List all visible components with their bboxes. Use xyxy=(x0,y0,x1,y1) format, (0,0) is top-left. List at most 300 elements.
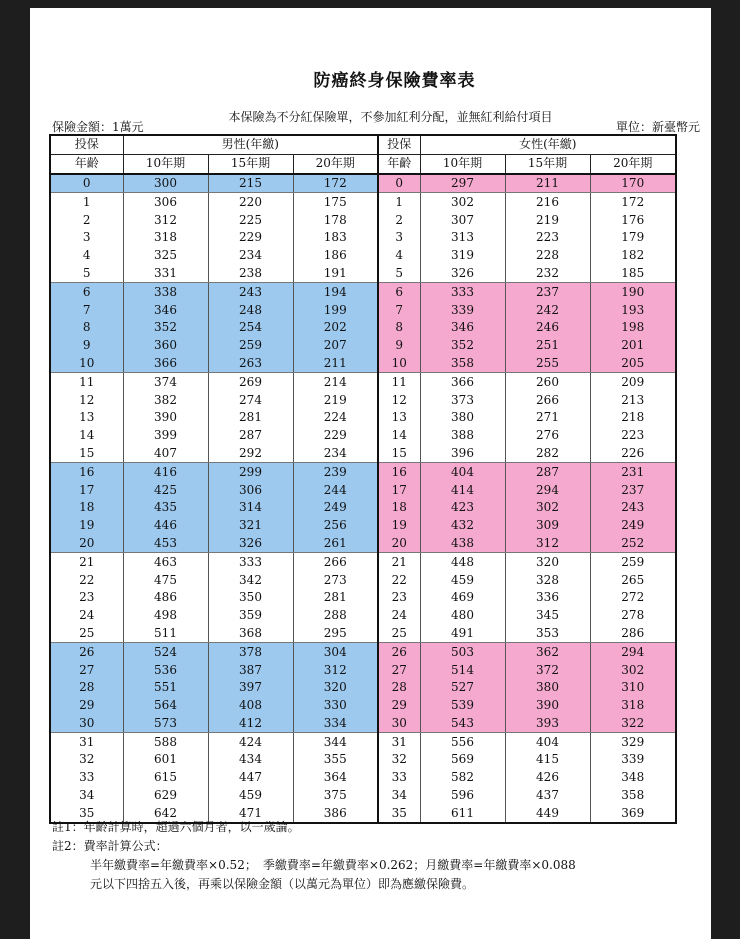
male-15yr-cell: 314 xyxy=(208,499,293,517)
female-15yr-cell: 266 xyxy=(505,391,590,409)
male-20yr-cell: 364 xyxy=(293,769,378,787)
female-age-cell: 7 xyxy=(378,301,420,319)
male-15yr-cell: 299 xyxy=(208,463,293,481)
male-20yr-cell: 175 xyxy=(293,193,378,211)
female-20yr-cell: 322 xyxy=(590,715,676,733)
female-15yr-cell: 309 xyxy=(505,517,590,535)
male-15yr-cell: 281 xyxy=(208,409,293,427)
female-age-cell: 20 xyxy=(378,535,420,553)
female-age-cell: 0 xyxy=(378,174,420,193)
female-15yr-header: 15年期 xyxy=(505,154,590,173)
table-row xyxy=(50,373,676,391)
female-20yr-cell: 198 xyxy=(590,319,676,337)
table-row xyxy=(50,607,676,625)
female-age-cell: 2 xyxy=(378,211,420,229)
male-10yr-cell: 312 xyxy=(123,211,208,229)
male-15yr-cell: 350 xyxy=(208,589,293,607)
female-20yr-cell: 249 xyxy=(590,517,676,535)
male-20yr-cell: 256 xyxy=(293,517,378,535)
female-15yr-cell: 242 xyxy=(505,301,590,319)
male-20yr-cell: 386 xyxy=(293,804,378,823)
male-age-cell: 12 xyxy=(50,391,123,409)
female-15yr-cell: 449 xyxy=(505,804,590,823)
male-age-cell: 15 xyxy=(50,445,123,463)
male-10yr-header: 10年期 xyxy=(123,154,208,173)
female-age-cell: 35 xyxy=(378,804,420,823)
table-row xyxy=(50,571,676,589)
female-age-cell: 9 xyxy=(378,337,420,355)
female-age-cell: 8 xyxy=(378,319,420,337)
female-10yr-cell: 469 xyxy=(420,589,505,607)
rate-table-body xyxy=(50,174,676,824)
female-10yr-header: 10年期 xyxy=(420,154,505,173)
age-header-bottom: 年齡 xyxy=(50,154,123,173)
male-10yr-cell: 573 xyxy=(123,715,208,733)
female-15yr-cell: 320 xyxy=(505,553,590,571)
male-20yr-cell: 224 xyxy=(293,409,378,427)
note-age-calculation: 註1：年齡計算時，超過六個月者，以一歲論。 xyxy=(52,820,300,834)
female-age-cell: 1 xyxy=(378,193,420,211)
male-age-cell: 17 xyxy=(50,481,123,499)
female-10yr-cell: 302 xyxy=(420,193,505,211)
male-20yr-cell: 202 xyxy=(293,319,378,337)
male-20yr-cell: 355 xyxy=(293,751,378,769)
female-20yr-cell: 223 xyxy=(590,427,676,445)
male-20yr-cell: 178 xyxy=(293,211,378,229)
table-row xyxy=(50,247,676,265)
female-age-cell: 13 xyxy=(378,409,420,427)
male-10yr-cell: 352 xyxy=(123,319,208,337)
female-age-cell: 23 xyxy=(378,589,420,607)
currency-unit-label: 單位：新臺幣元 xyxy=(615,120,700,134)
female-20yr-cell: 339 xyxy=(590,751,676,769)
male-15yr-cell: 342 xyxy=(208,571,293,589)
male-20yr-cell: 295 xyxy=(293,625,378,643)
male-20yr-cell: 273 xyxy=(293,571,378,589)
table-row xyxy=(50,553,676,571)
female-15yr-cell: 219 xyxy=(505,211,590,229)
female-15yr-cell: 216 xyxy=(505,193,590,211)
female-10yr-cell: 448 xyxy=(420,553,505,571)
male-20yr-cell: 199 xyxy=(293,301,378,319)
female-20yr-cell: 259 xyxy=(590,553,676,571)
male-10yr-cell: 511 xyxy=(123,625,208,643)
female-15yr-cell: 287 xyxy=(505,463,590,481)
male-age-cell: 32 xyxy=(50,751,123,769)
table-row xyxy=(50,499,676,517)
male-15yr-cell: 387 xyxy=(208,661,293,679)
male-15yr-cell: 471 xyxy=(208,804,293,823)
table-row xyxy=(50,643,676,661)
male-20yr-cell: 194 xyxy=(293,283,378,301)
male-age-cell: 5 xyxy=(50,265,123,283)
male-20yr-cell: 304 xyxy=(293,643,378,661)
female-10yr-cell: 556 xyxy=(420,733,505,751)
male-10yr-cell: 642 xyxy=(123,804,208,823)
table-row xyxy=(50,661,676,679)
female-15yr-cell: 246 xyxy=(505,319,590,337)
female-10yr-cell: 582 xyxy=(420,769,505,787)
table-row xyxy=(50,283,676,301)
male-age-cell: 8 xyxy=(50,319,123,337)
female-10yr-cell: 373 xyxy=(420,391,505,409)
male-20yr-cell: 281 xyxy=(293,589,378,607)
male-15yr-cell: 321 xyxy=(208,517,293,535)
male-20yr-cell: 183 xyxy=(293,229,378,247)
table-row xyxy=(50,517,676,535)
female-age-cell: 32 xyxy=(378,751,420,769)
female-10yr-cell: 491 xyxy=(420,625,505,643)
female-15yr-cell: 255 xyxy=(505,355,590,373)
female-10yr-cell: 326 xyxy=(420,265,505,283)
male-10yr-cell: 524 xyxy=(123,643,208,661)
female-10yr-cell: 423 xyxy=(420,499,505,517)
male-10yr-cell: 366 xyxy=(123,355,208,373)
male-age-cell: 7 xyxy=(50,301,123,319)
female-20yr-cell: 237 xyxy=(590,481,676,499)
male-20yr-cell: 312 xyxy=(293,661,378,679)
female-15yr-cell: 302 xyxy=(505,499,590,517)
female-age-cell: 31 xyxy=(378,733,420,751)
male-10yr-cell: 416 xyxy=(123,463,208,481)
table-row xyxy=(50,319,676,337)
male-20yr-cell: 239 xyxy=(293,463,378,481)
male-age-cell: 26 xyxy=(50,643,123,661)
female-10yr-cell: 414 xyxy=(420,481,505,499)
female-10yr-cell: 396 xyxy=(420,445,505,463)
female-10yr-cell: 480 xyxy=(420,607,505,625)
table-row xyxy=(50,589,676,607)
table-row xyxy=(50,427,676,445)
female-20yr-cell: 213 xyxy=(590,391,676,409)
table-row xyxy=(50,355,676,373)
premium-rate-table xyxy=(49,134,677,824)
female-age-cell: 19 xyxy=(378,517,420,535)
male-10yr-cell: 446 xyxy=(123,517,208,535)
male-10yr-cell: 382 xyxy=(123,391,208,409)
female-age-cell: 17 xyxy=(378,481,420,499)
male-15yr-cell: 263 xyxy=(208,355,293,373)
female-15yr-cell: 393 xyxy=(505,715,590,733)
table-row xyxy=(50,733,676,751)
male-age-cell: 14 xyxy=(50,427,123,445)
female-20yr-cell: 318 xyxy=(590,697,676,715)
female-10yr-cell: 358 xyxy=(420,355,505,373)
female-20yr-cell: 179 xyxy=(590,229,676,247)
table-row xyxy=(50,445,676,463)
male-15yr-cell: 306 xyxy=(208,481,293,499)
male-20yr-cell: 214 xyxy=(293,373,378,391)
male-10yr-cell: 498 xyxy=(123,607,208,625)
male-20yr-cell: 219 xyxy=(293,391,378,409)
female-20yr-cell: 231 xyxy=(590,463,676,481)
male-20yr-cell: 344 xyxy=(293,733,378,751)
male-age-cell: 4 xyxy=(50,247,123,265)
male-10yr-cell: 475 xyxy=(123,571,208,589)
male-15yr-cell: 434 xyxy=(208,751,293,769)
male-age-cell: 29 xyxy=(50,697,123,715)
male-20yr-cell: 288 xyxy=(293,607,378,625)
female-age-cell: 30 xyxy=(378,715,420,733)
male-age-cell: 2 xyxy=(50,211,123,229)
female-20yr-cell: 310 xyxy=(590,679,676,697)
female-20yr-cell: 272 xyxy=(590,589,676,607)
table-row xyxy=(50,409,676,427)
table-row xyxy=(50,751,676,769)
male-15yr-header: 15年期 xyxy=(208,154,293,173)
female-20yr-cell: 302 xyxy=(590,661,676,679)
age-header-top: 投保 xyxy=(378,135,420,154)
male-15yr-cell: 359 xyxy=(208,607,293,625)
male-10yr-cell: 601 xyxy=(123,751,208,769)
female-15yr-cell: 312 xyxy=(505,535,590,553)
female-10yr-cell: 459 xyxy=(420,571,505,589)
female-15yr-cell: 437 xyxy=(505,787,590,805)
female-20yr-cell: 201 xyxy=(590,337,676,355)
male-10yr-cell: 463 xyxy=(123,553,208,571)
male-group-header: 男性(年繳) xyxy=(123,135,378,154)
female-age-cell: 4 xyxy=(378,247,420,265)
female-15yr-cell: 276 xyxy=(505,427,590,445)
female-15yr-cell: 260 xyxy=(505,373,590,391)
male-age-cell: 9 xyxy=(50,337,123,355)
table-row xyxy=(50,697,676,715)
male-15yr-cell: 234 xyxy=(208,247,293,265)
female-20yr-cell: 265 xyxy=(590,571,676,589)
female-20yr-header: 20年期 xyxy=(590,154,676,173)
female-age-cell: 10 xyxy=(378,355,420,373)
male-15yr-cell: 274 xyxy=(208,391,293,409)
female-15yr-cell: 271 xyxy=(505,409,590,427)
male-15yr-cell: 243 xyxy=(208,283,293,301)
female-20yr-cell: 286 xyxy=(590,625,676,643)
male-15yr-cell: 229 xyxy=(208,229,293,247)
female-age-cell: 25 xyxy=(378,625,420,643)
male-20yr-cell: 334 xyxy=(293,715,378,733)
male-age-cell: 20 xyxy=(50,535,123,553)
female-20yr-cell: 193 xyxy=(590,301,676,319)
male-15yr-cell: 287 xyxy=(208,427,293,445)
male-10yr-cell: 399 xyxy=(123,427,208,445)
male-10yr-cell: 360 xyxy=(123,337,208,355)
female-20yr-cell: 209 xyxy=(590,373,676,391)
female-group-header: 女性(年繳) xyxy=(420,135,676,154)
male-15yr-cell: 292 xyxy=(208,445,293,463)
female-15yr-cell: 404 xyxy=(505,733,590,751)
male-20yr-cell: 320 xyxy=(293,679,378,697)
female-age-cell: 3 xyxy=(378,229,420,247)
female-15yr-cell: 294 xyxy=(505,481,590,499)
male-20yr-header: 20年期 xyxy=(293,154,378,173)
female-20yr-cell: 176 xyxy=(590,211,676,229)
female-20yr-cell: 226 xyxy=(590,445,676,463)
male-15yr-cell: 397 xyxy=(208,679,293,697)
female-age-cell: 24 xyxy=(378,607,420,625)
female-age-cell: 14 xyxy=(378,427,420,445)
male-age-cell: 28 xyxy=(50,679,123,697)
male-age-cell: 11 xyxy=(50,373,123,391)
table-row xyxy=(50,463,676,481)
male-20yr-cell: 261 xyxy=(293,535,378,553)
female-10yr-cell: 527 xyxy=(420,679,505,697)
female-10yr-cell: 380 xyxy=(420,409,505,427)
female-age-cell: 33 xyxy=(378,769,420,787)
female-15yr-cell: 237 xyxy=(505,283,590,301)
female-15yr-cell: 228 xyxy=(505,247,590,265)
female-10yr-cell: 319 xyxy=(420,247,505,265)
male-10yr-cell: 615 xyxy=(123,769,208,787)
male-age-cell: 34 xyxy=(50,787,123,805)
female-15yr-cell: 211 xyxy=(505,174,590,193)
female-10yr-cell: 388 xyxy=(420,427,505,445)
table-row xyxy=(50,391,676,409)
male-age-cell: 13 xyxy=(50,409,123,427)
note-formula-title: 註2：費率計算公式： xyxy=(52,839,168,853)
male-15yr-cell: 248 xyxy=(208,301,293,319)
table-row xyxy=(50,625,676,643)
male-age-cell: 30 xyxy=(50,715,123,733)
female-10yr-cell: 297 xyxy=(420,174,505,193)
female-10yr-cell: 503 xyxy=(420,643,505,661)
female-10yr-cell: 307 xyxy=(420,211,505,229)
female-15yr-cell: 372 xyxy=(505,661,590,679)
male-15yr-cell: 225 xyxy=(208,211,293,229)
age-header-top: 投保 xyxy=(50,135,123,154)
table-row xyxy=(50,715,676,733)
male-age-cell: 23 xyxy=(50,589,123,607)
female-15yr-cell: 415 xyxy=(505,751,590,769)
female-age-cell: 28 xyxy=(378,679,420,697)
male-20yr-cell: 249 xyxy=(293,499,378,517)
female-20yr-cell: 218 xyxy=(590,409,676,427)
male-15yr-cell: 447 xyxy=(208,769,293,787)
table-row xyxy=(50,301,676,319)
table-row xyxy=(50,193,676,211)
male-10yr-cell: 629 xyxy=(123,787,208,805)
male-age-cell: 33 xyxy=(50,769,123,787)
male-age-cell: 25 xyxy=(50,625,123,643)
female-10yr-cell: 339 xyxy=(420,301,505,319)
male-10yr-cell: 390 xyxy=(123,409,208,427)
male-15yr-cell: 459 xyxy=(208,787,293,805)
male-age-cell: 6 xyxy=(50,283,123,301)
male-15yr-cell: 269 xyxy=(208,373,293,391)
male-15yr-cell: 412 xyxy=(208,715,293,733)
female-age-cell: 18 xyxy=(378,499,420,517)
female-20yr-cell: 329 xyxy=(590,733,676,751)
male-10yr-cell: 564 xyxy=(123,697,208,715)
female-age-cell: 21 xyxy=(378,553,420,571)
male-age-cell: 18 xyxy=(50,499,123,517)
male-15yr-cell: 254 xyxy=(208,319,293,337)
female-20yr-cell: 278 xyxy=(590,607,676,625)
male-10yr-cell: 551 xyxy=(123,679,208,697)
male-15yr-cell: 408 xyxy=(208,697,293,715)
male-10yr-cell: 331 xyxy=(123,265,208,283)
note-rounding: 元以下四捨五入後，再乘以保險金額（以萬元為單位）即為應繳保險費。 xyxy=(90,877,475,891)
male-10yr-cell: 588 xyxy=(123,733,208,751)
female-20yr-cell: 172 xyxy=(590,193,676,211)
female-15yr-cell: 328 xyxy=(505,571,590,589)
table-row xyxy=(50,787,676,805)
male-10yr-cell: 425 xyxy=(123,481,208,499)
table-row xyxy=(50,265,676,283)
male-20yr-cell: 207 xyxy=(293,337,378,355)
female-age-cell: 29 xyxy=(378,697,420,715)
male-20yr-cell: 375 xyxy=(293,787,378,805)
male-10yr-cell: 453 xyxy=(123,535,208,553)
table-row xyxy=(50,535,676,553)
female-15yr-cell: 282 xyxy=(505,445,590,463)
page-title: 防癌終身保險費率表 xyxy=(313,71,476,91)
male-10yr-cell: 306 xyxy=(123,193,208,211)
age-header-bottom: 年齡 xyxy=(378,154,420,173)
male-15yr-cell: 238 xyxy=(208,265,293,283)
male-age-cell: 3 xyxy=(50,229,123,247)
female-20yr-cell: 348 xyxy=(590,769,676,787)
female-10yr-cell: 539 xyxy=(420,697,505,715)
table-row xyxy=(50,769,676,787)
male-20yr-cell: 191 xyxy=(293,265,378,283)
male-20yr-cell: 211 xyxy=(293,355,378,373)
female-age-cell: 11 xyxy=(378,373,420,391)
female-age-cell: 27 xyxy=(378,661,420,679)
male-age-cell: 10 xyxy=(50,355,123,373)
male-age-cell: 35 xyxy=(50,804,123,823)
male-age-cell: 21 xyxy=(50,553,123,571)
male-age-cell: 19 xyxy=(50,517,123,535)
male-20yr-cell: 234 xyxy=(293,445,378,463)
dividend-statement: 本保險為不分紅保險單，不參加紅利分配，並無紅利給付項目 xyxy=(228,110,553,124)
female-age-cell: 26 xyxy=(378,643,420,661)
insured-amount-label: 保險金額：1萬元 xyxy=(52,120,144,134)
male-20yr-cell: 330 xyxy=(293,697,378,715)
table-row xyxy=(50,337,676,355)
male-20yr-cell: 172 xyxy=(293,174,378,193)
female-10yr-cell: 313 xyxy=(420,229,505,247)
female-20yr-cell: 185 xyxy=(590,265,676,283)
table-row xyxy=(50,211,676,229)
male-10yr-cell: 407 xyxy=(123,445,208,463)
female-10yr-cell: 333 xyxy=(420,283,505,301)
female-20yr-cell: 358 xyxy=(590,787,676,805)
note-formula: 半年繳費率=年繳費率×0.52； 季繳費率=年繳費率×0.262；月繳費率=年繳費率×0.088 xyxy=(90,858,576,872)
male-15yr-cell: 424 xyxy=(208,733,293,751)
female-10yr-cell: 438 xyxy=(420,535,505,553)
male-10yr-cell: 374 xyxy=(123,373,208,391)
male-15yr-cell: 333 xyxy=(208,553,293,571)
female-10yr-cell: 514 xyxy=(420,661,505,679)
female-20yr-cell: 243 xyxy=(590,499,676,517)
female-15yr-cell: 251 xyxy=(505,337,590,355)
female-15yr-cell: 353 xyxy=(505,625,590,643)
male-15yr-cell: 326 xyxy=(208,535,293,553)
female-age-cell: 15 xyxy=(378,445,420,463)
female-15yr-cell: 390 xyxy=(505,697,590,715)
female-10yr-cell: 366 xyxy=(420,373,505,391)
female-age-cell: 34 xyxy=(378,787,420,805)
female-10yr-cell: 596 xyxy=(420,787,505,805)
female-10yr-cell: 352 xyxy=(420,337,505,355)
female-10yr-cell: 432 xyxy=(420,517,505,535)
female-15yr-cell: 362 xyxy=(505,643,590,661)
male-15yr-cell: 220 xyxy=(208,193,293,211)
female-10yr-cell: 404 xyxy=(420,463,505,481)
male-10yr-cell: 300 xyxy=(123,174,208,193)
female-age-cell: 12 xyxy=(378,391,420,409)
female-age-cell: 22 xyxy=(378,571,420,589)
male-15yr-cell: 368 xyxy=(208,625,293,643)
